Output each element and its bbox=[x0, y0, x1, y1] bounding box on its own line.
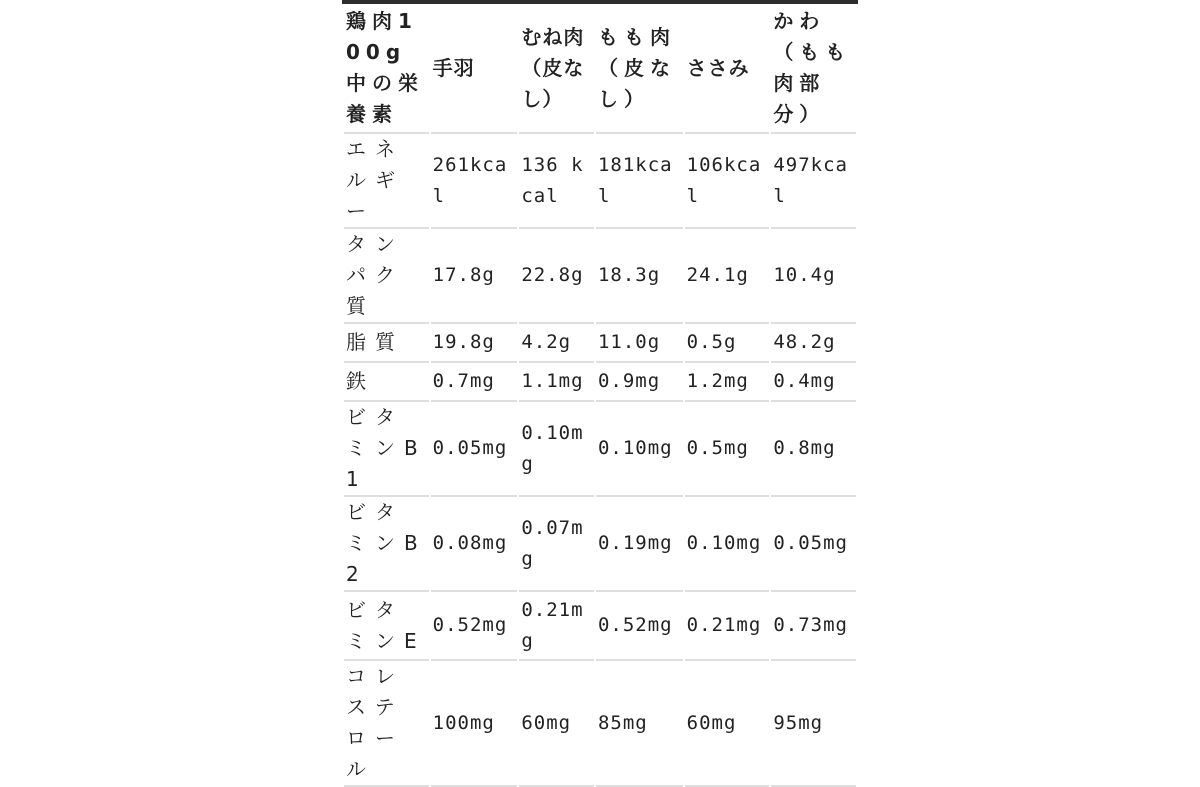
cell-value: 497kcal bbox=[771, 134, 856, 229]
row-label-vitamin-e: ビタミンE bbox=[344, 592, 429, 661]
table-row bbox=[344, 324, 856, 363]
row-label-energy: エネルギー bbox=[344, 134, 429, 229]
table-row bbox=[344, 229, 856, 324]
header-tenderloin: ささみ bbox=[685, 4, 770, 134]
cell-value: 0.08mg bbox=[431, 497, 518, 592]
cell-value: 181kcal bbox=[596, 134, 683, 229]
header-nutrient: 鶏肉100g中の栄養素 bbox=[344, 4, 429, 134]
row-label-vitamin-b2: ビタミンB2 bbox=[344, 497, 429, 592]
table-header-row bbox=[344, 4, 856, 134]
cell-value: 0.07mg bbox=[519, 497, 594, 592]
cell-value: 0.05mg bbox=[771, 497, 856, 592]
cell-value: 0.9mg bbox=[596, 363, 683, 402]
cell-value: 85mg bbox=[596, 661, 683, 787]
cell-value: 0.10mg bbox=[685, 497, 770, 592]
cell-value: 60mg bbox=[519, 661, 594, 787]
cell-value: 24.1g bbox=[685, 229, 770, 324]
header-skin: かわ（もも肉部分） bbox=[771, 4, 856, 134]
cell-value: 1.2mg bbox=[685, 363, 770, 402]
row-label-fat: 脂質 bbox=[344, 324, 429, 363]
table-row bbox=[344, 134, 856, 229]
cell-value: 48.2g bbox=[771, 324, 856, 363]
cell-value: 0.4mg bbox=[771, 363, 856, 402]
cell-value: 60mg bbox=[685, 661, 770, 787]
row-label-cholesterol: コレステロール bbox=[344, 661, 429, 787]
table-row bbox=[344, 497, 856, 592]
cell-value: 95mg bbox=[771, 661, 856, 787]
cell-value: 0.10mg bbox=[596, 402, 683, 497]
cell-value: 0.52mg bbox=[596, 592, 683, 661]
cell-value: 0.5g bbox=[685, 324, 770, 363]
cell-value: 10.4g bbox=[771, 229, 856, 324]
cell-value: 0.10mg bbox=[519, 402, 594, 497]
header-breast: むね肉（皮なし） bbox=[519, 4, 594, 134]
cell-value: 0.19mg bbox=[596, 497, 683, 592]
cell-value: 0.8mg bbox=[771, 402, 856, 497]
cell-value: 0.52mg bbox=[431, 592, 518, 661]
cell-value: 0.21mg bbox=[519, 592, 594, 661]
cell-value: 100mg bbox=[431, 661, 518, 787]
cell-value: 0.5mg bbox=[685, 402, 770, 497]
cell-value: 18.3g bbox=[596, 229, 683, 324]
row-label-protein: タンパク質 bbox=[344, 229, 429, 324]
nutrition-table bbox=[342, 4, 858, 787]
cell-value: 11.0g bbox=[596, 324, 683, 363]
cell-value: 22.8g bbox=[519, 229, 594, 324]
header-thigh: もも肉（皮なし） bbox=[596, 4, 683, 134]
table-row bbox=[344, 363, 856, 402]
cell-value: 0.7mg bbox=[431, 363, 518, 402]
table-row bbox=[344, 592, 856, 661]
cell-value: 136 kcal bbox=[519, 134, 594, 229]
cell-value: 106kcal bbox=[685, 134, 770, 229]
table-row bbox=[344, 661, 856, 787]
cell-value: 19.8g bbox=[431, 324, 518, 363]
cell-value: 0.05mg bbox=[431, 402, 518, 497]
cell-value: 1.1mg bbox=[519, 363, 594, 402]
cell-value: 17.8g bbox=[431, 229, 518, 324]
cell-value: 261kcal bbox=[431, 134, 518, 229]
row-label-iron: 鉄 bbox=[344, 363, 429, 402]
cell-value: 0.21mg bbox=[685, 592, 770, 661]
header-wing: 手羽 bbox=[431, 4, 518, 134]
cell-value: 4.2g bbox=[519, 324, 594, 363]
cell-value: 0.73mg bbox=[771, 592, 856, 661]
table-row bbox=[344, 402, 856, 497]
row-label-vitamin-b1: ビタミンB1 bbox=[344, 402, 429, 497]
